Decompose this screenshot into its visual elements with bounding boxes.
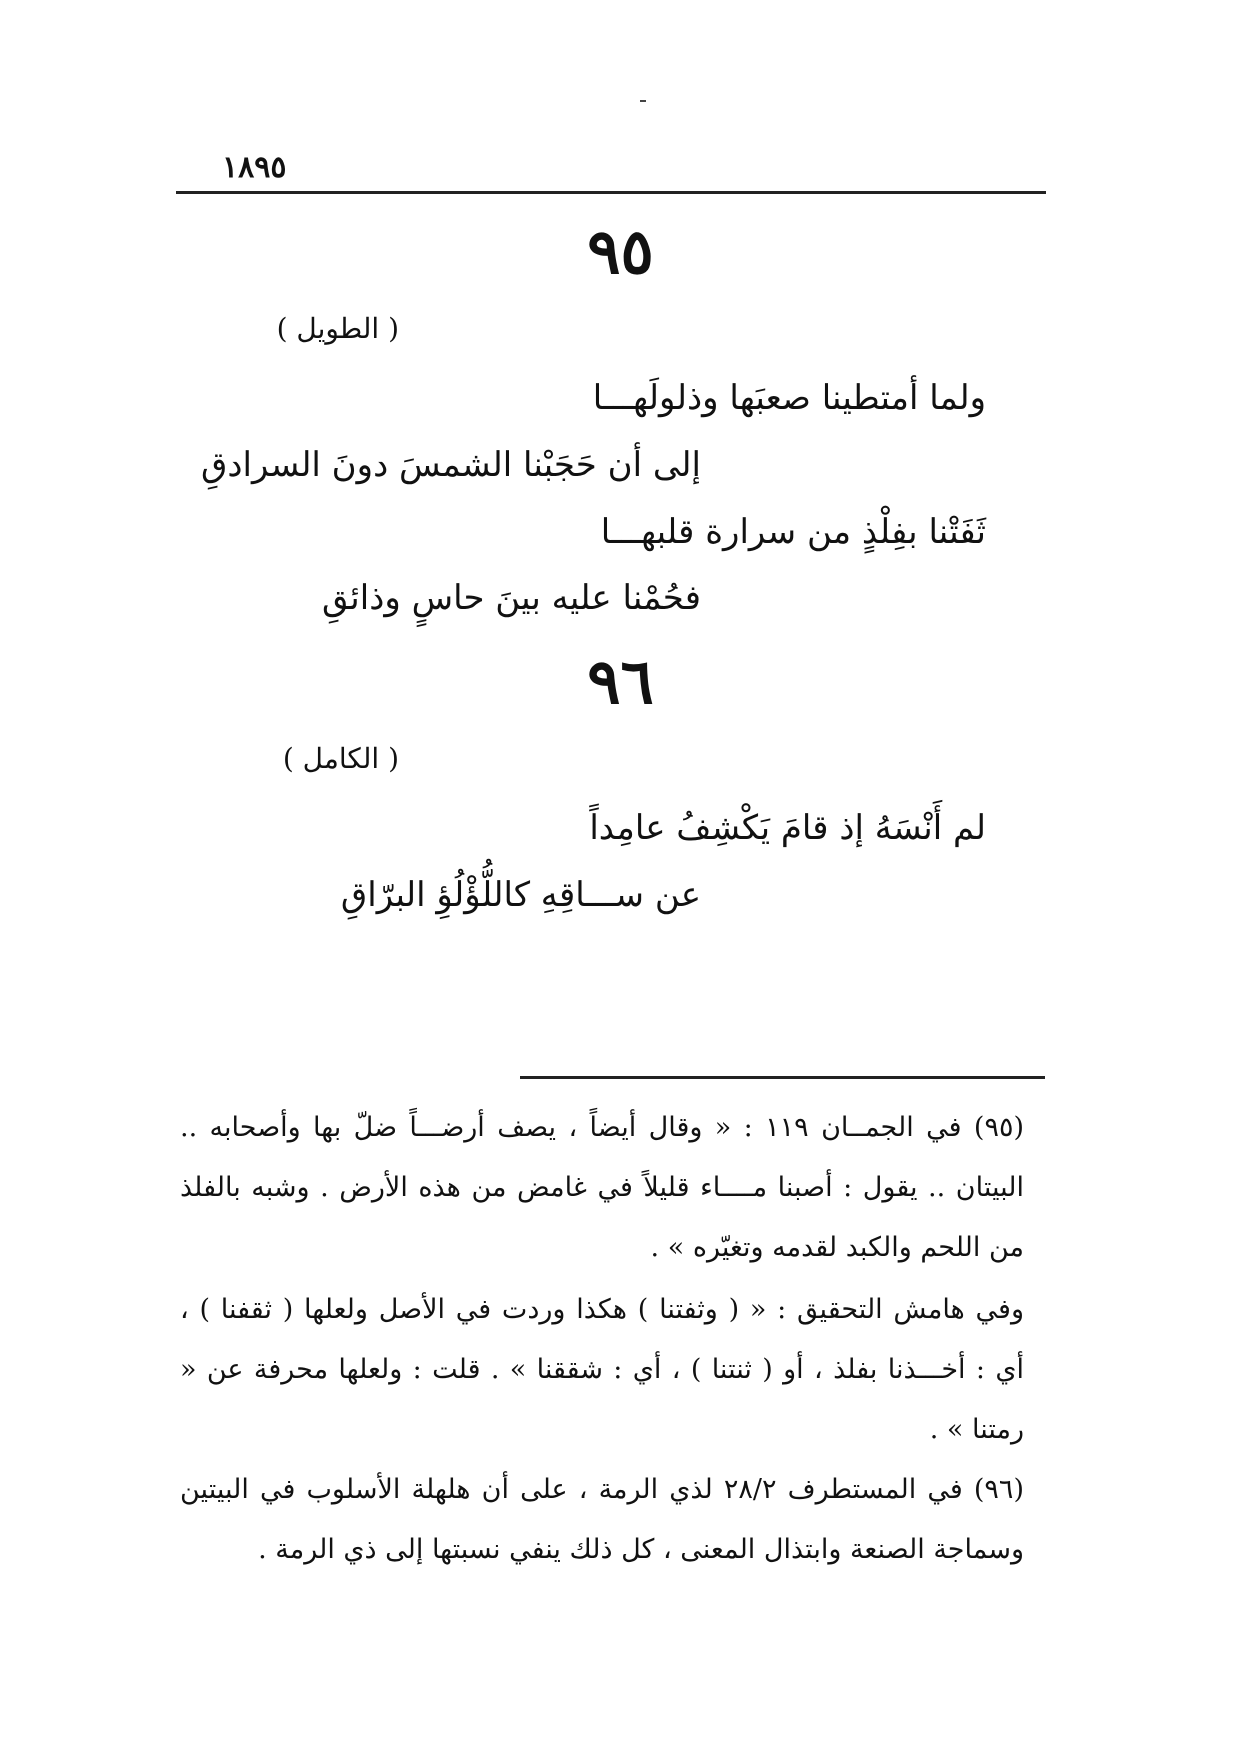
page-number: ١٨٩٥ <box>222 150 287 185</box>
poem-number-95: ٩٥ <box>587 215 654 288</box>
footnote-95: (٩٥) في الجمــان ١١٩ : « وقال أيضاً ، يصف أرضـــاً ضلّ بها وأصحابه .. البيتان .. يقول : أصبنا مــــاء قليلاً في غامض من هذه الأرض . وشبه بالفلذ من اللحم والكبد لقدمه وتغيّره » . <box>180 1112 1024 1263</box>
footnote-rule <box>520 1076 1045 1079</box>
poem-96-verse-1-second-hemistich: عن ســـاقِهِ كاللُّؤْلُؤِ البرّاقِ <box>340 875 701 915</box>
poem-95-meter: ( الطويل ) <box>276 312 399 345</box>
poem-number-96: ٩٦ <box>587 645 654 718</box>
poem-95-verse-2-second-hemistich: فحُمْنا عليه بينَ حاسٍ وذائقِ <box>321 578 701 618</box>
poem-96-verse-1-first-hemistich: لم أَنْسَهُ إذ قامَ يَكْشِفُ عامِداً <box>589 808 986 848</box>
footnote-95-margin-note: وفي هامش التحقيق : « ( وثفتنا ) هكذا وردت في الأصل ولعلها ( ثقفنا ) ، أي : أخـــذنا بفلذ ، أو ( ثنتنا ) ، أي : شققنا » . قلت : ولعلها محرفة عن « رمتنا » . <box>180 1294 1024 1445</box>
poem-95-verse-2-first-hemistich: ثَفَتْنا بفِلْذٍ من سرارة قلبهـــا <box>600 512 986 552</box>
poem-95-verse-1-first-hemistich: ولما أمتطينا صعبَها وذلولَهـــا <box>592 378 986 418</box>
footnote-96: (٩٦) في المستطرف ٢٨/٢ لذي الرمة ، على أن هلهلة الأسلوب في البيتين وسماجة الصنعة وابتذال المعنى ، كل ذلك ينفي نسبتها إلى ذي الرمة . <box>180 1474 1024 1565</box>
header-rule <box>176 191 1046 194</box>
ink-speck <box>640 100 646 102</box>
poem-96-meter: ( الكامل ) <box>282 742 399 775</box>
poem-95-verse-1-second-hemistich: إلى أن حَجَبْنا الشمسَ دونَ السرادقِ <box>201 445 701 485</box>
